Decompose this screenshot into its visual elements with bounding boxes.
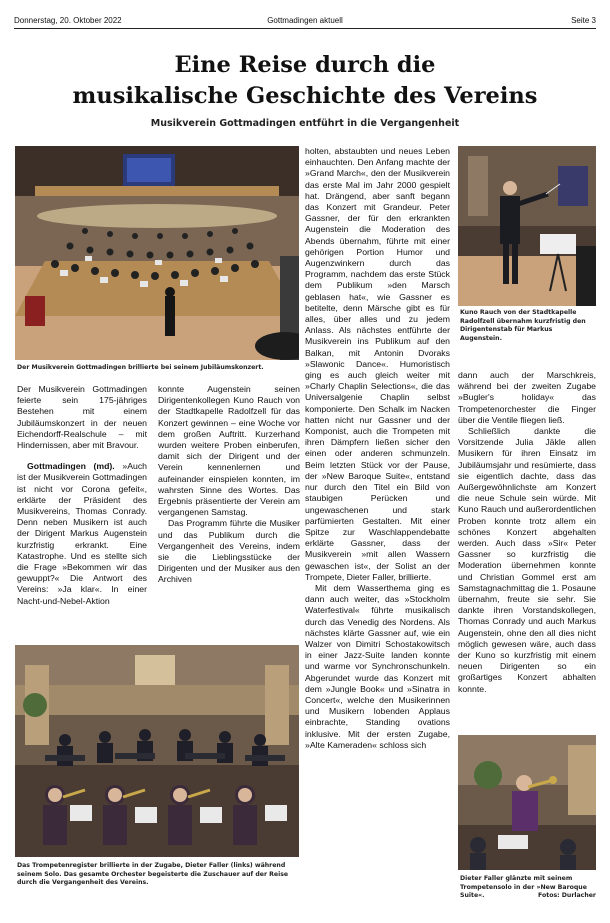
headline-line-2: musikalische Geschichte des Vereins — [72, 83, 538, 109]
issue-date: Donnerstag, 20. Oktober 2022 — [14, 16, 122, 25]
photo-orchestra-hall-image — [15, 146, 299, 360]
col4-paragraph-1: dann auch der Marschkreis, während bei der zweiten Zugabe »Bugler's holiday« das Trompetenorchester die Finger über die Ventile fliegen ließ. — [458, 370, 596, 425]
photo-trumpet-soloist — [458, 735, 596, 870]
photo-3-caption: Das Trompetenregister brillierte in der Zugabe, Dieter Faller (links) während seinem Solo. Das gesamte Orchester begeisterte die Zuschauer auf der Reise durch die Vergangenheit des Vereins. — [17, 862, 289, 886]
photo-conductor-image — [458, 146, 596, 306]
article-column-1 — [17, 384, 147, 636]
photo-orchestra-hall — [15, 146, 299, 360]
headline-line-1: Eine Reise durch die — [174, 52, 436, 78]
col1-body: »Auch ist der Musikverein Gottmadingen ist nicht vor Corona gefeit«, erklärte der Präsident des Musikvereins, Thomas Conrady. Denn neben Musikern ist auch der Dirigent Markus Augenstein kurzfristig erkrankt. Eine Katastrophe. Und es stellte sich die Frage »Bekommen wir das gewuppt?« Die Antwort des Vereins: »Ja klar«. In einer Nacht-und-Nebel-Aktion — [17, 461, 147, 606]
photo-conductor — [458, 146, 596, 306]
article-headline — [14, 50, 596, 112]
article-column-3 — [305, 146, 450, 914]
col2-paragraph-1: konnte Augenstein seinen Dirigentenkollegen Kuno Rauch von der Stadtkapelle Radolfzell für das Konzert gewinnen – eine Woche vor dem großen Auftritt. Kurzerhand wurden weitere Proben einberufen, damit sich der Dirigent und der Verein kennenlernen und aufeinander einspielen konnten, im wahrsten Sinne des Wortes. Das Ergebnis präsentierte der Verein am vergangenen Samstag. — [158, 384, 300, 518]
photo-trumpet-section-image — [15, 645, 299, 857]
dateline: Gottmadingen (md). — [27, 461, 115, 472]
page-number: Seite 3 — [571, 16, 596, 25]
masthead-rule — [14, 28, 596, 29]
article-column-4 — [458, 370, 596, 732]
col3-paragraph-1: holten, abstaubten und neues Leben einhauchten. Den Anfang machte der »Grand March«, den der Musikverein das erste Mal im Jahr 2000 gespielt hat. Drängend, aber sanft begann das Konzert mit Grandeur. Peter Gassner, der für den erkrankten Augenstein die Moderation des Abends übernahm, führte mit einer gehörigen Portion Humor und Augenzwinkern durch das Programm, nachdem das erste Stück dem Publikum »den Marsch geblasen hat«, wie Gassner es betitelte, denn Märsche gibt es für alles, über alles und zu jedem Anlass. Als nächstes entführte der Musikverein ins Publikum auf den Balkan, mit Antonin Dvoraks »Slawonic Dance«. Humoristisch ging es auch gleich weiter mit »Charly Chaplin Selections«, die das Universalgenie Chaplin selbst komponierte. Den Schalk im Nacken hatten nicht nur Gassner und der Komponist, auch die Trompeten mit ihren Dämpfern ließen sicher den einen oder anderen schmunzeln. Beim letzten Stück vor der Pause, der »New Baroque Suite«, entstand nur durch den Titel ein Bild von staubigen Perücken und ungewaschenen und stark parfümierten Gestalten. Mit einer Spitze zur Waschlappendebatte erklärte Gassner, dass der Musikverein »mit allen Wassern gewaschen ist«, der Solist an der Trompete, Dieter Faller, brillierte. — [305, 146, 450, 582]
publication-name: Gottmadingen aktuell — [267, 16, 343, 25]
masthead — [14, 12, 596, 32]
col3-paragraph-2: Mit dem Wasserthema ging es dann auch weiter, das »Stockholm Waterfestival« führte musikalisch durch das Venedig des Nordens. Als nächstes klärte Gassner auf, wie ein Walzer von Dimitri Schostakowitsch in einer Jazz-Suite landen konnte und warme vor Synchronschunkeln. Abgerundet wurde das Konzert mit dem »Jungle Book« und »Sinatra in Concert«, welche den Musikerinnen und Musikern lobenden Applaus einbrachte, Standing ovations inklusive. Mit der ersten Zugabe, »Alte Kameraden« schloss sich — [305, 582, 450, 750]
article-subheadline: Musikverein Gottmadingen entführt in die Vergangenheit — [150, 118, 460, 129]
article-intro: Der Musikverein Gottmadingen feierte sein 175-jähriges Bestehen mit einem Jubiläumskonzert in der neuen Eichendorff-Realschule – mit Hindernissen, aber mit Bravour. — [17, 384, 147, 451]
photo-1-caption: Der Musikverein Gottmadingen brillierte bei seinem Jubiläumskonzert. — [17, 364, 264, 371]
article-column-2 — [158, 384, 300, 636]
article-body-start — [17, 461, 147, 607]
photo-4-caption: Dieter Faller glänzte mit seinem Trompetensolo in der »New Baroque Suite«. — [460, 875, 587, 899]
col4-paragraph-2: Schließlich dankte die Vorsitzende Julia Jäkle allen Musikern für ihren Einsatz im Jubiläumsjahr und resümierte, dass sie eigentlich dachte, dass das Außergewöhnlichste am Konzert die neue Schule sein würde. Mit Kuno Rauch und außerordentlichen Proben konnte trotz allem ein schönes Konzert abgehalten werden. Auch dass »Sir« Peter Gassner so kurzfristig die Moderation übernehmen konnte und Christian Gommel erst am Samstagnachmittag die 1. Posaune übernahm, freute sie sehr. Sie dankte ihren Vorstandskollegen, Thomas Conrady und auch Markus Augenstein, ohne den all dies nicht möglich gewesen wäre, auch dass der Kuno so kurzfristig mit einem neuen Dirigenten so ein großartiges Konzert abhalten konnte. — [458, 426, 596, 694]
photo-2-caption: Kuno Rauch von der Stadtkapelle Radolfzell übernahm kurzfristig den Dirigentenstab für Markus Augenstein. — [460, 309, 586, 342]
col2-paragraph-2: Das Programm führte die Musiker und das Publikum durch die Vergangenheit des Vereins, indem sie die Lieblingsstücke der Dirigenten und der Musiker aus den Archiven — [158, 518, 300, 585]
photo-trumpet-soloist-image — [458, 735, 596, 870]
photo-trumpet-section — [15, 645, 299, 857]
photo-credit: Fotos: Durlacher — [538, 892, 596, 899]
